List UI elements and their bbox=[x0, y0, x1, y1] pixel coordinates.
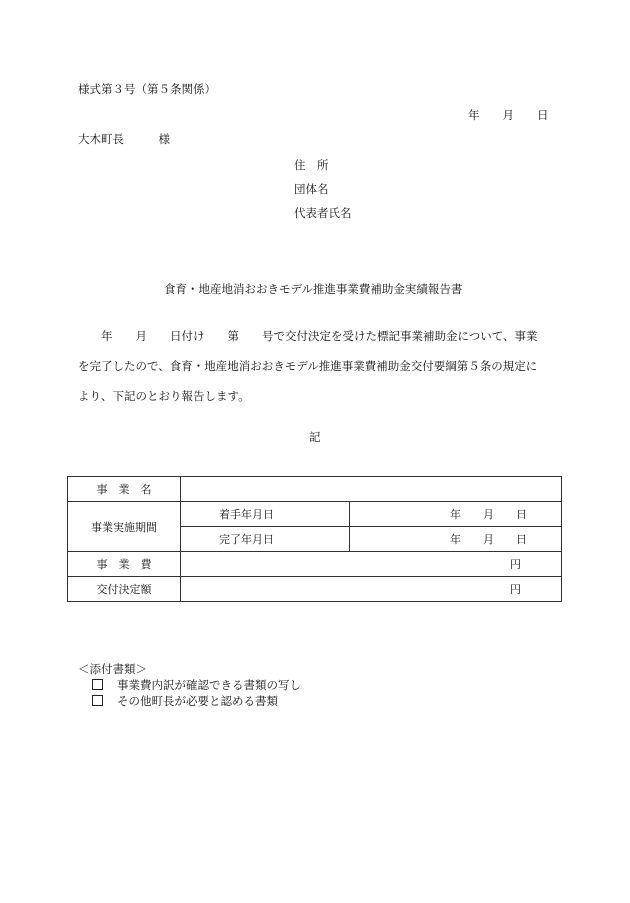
end-date-value: 年 月 日 bbox=[350, 527, 562, 552]
form-number: 様式第３号（第５条関係） bbox=[78, 82, 216, 96]
report-date: 年 月 日 bbox=[468, 108, 549, 122]
organization-label: 団体名 bbox=[294, 182, 329, 196]
start-date-label: 着手年月日 bbox=[181, 502, 350, 527]
attachment-label: その他町長が必要と認める書類 bbox=[117, 694, 278, 708]
list-item bbox=[78, 693, 301, 709]
checkbox-icon[interactable] bbox=[92, 695, 103, 706]
project-cost-value: 円 bbox=[181, 552, 562, 577]
end-date-label: 完了年月日 bbox=[181, 527, 350, 552]
report-table bbox=[67, 476, 562, 602]
project-name-label: 事 業 名 bbox=[68, 477, 181, 502]
body-paragraph bbox=[78, 321, 553, 411]
body-line-2: を完了したので、食育・地産地消おおきモデル推進事業費補助金交付要綱第５条の規定に bbox=[78, 359, 538, 373]
ki-heading: 記 bbox=[309, 430, 321, 444]
table-row bbox=[68, 502, 562, 527]
address-label: 住 所 bbox=[294, 158, 329, 172]
checkbox-icon[interactable] bbox=[92, 679, 103, 690]
project-cost-label: 事 業 費 bbox=[68, 552, 181, 577]
list-item bbox=[78, 677, 301, 693]
start-date-value: 年 月 日 bbox=[350, 502, 562, 527]
table-row bbox=[68, 577, 562, 602]
table-row bbox=[68, 477, 562, 502]
project-name-value bbox=[181, 477, 562, 502]
body-line-3: より、下記のとおり報告します。 bbox=[78, 389, 250, 403]
grant-decision-value: 円 bbox=[181, 577, 562, 602]
addressee: 大木町長 様 bbox=[78, 132, 170, 146]
table-row bbox=[68, 552, 562, 577]
grant-decision-label: 交付決定額 bbox=[68, 577, 181, 602]
attachments bbox=[78, 661, 301, 709]
representative-label: 代表者氏名 bbox=[294, 206, 352, 220]
attachment-label: 事業費内訳が確認できる書類の写し bbox=[117, 678, 301, 692]
body-line-1: 年 月 日付け 第 号で交付決定を受けた標記事業補助金について、事業 bbox=[78, 329, 538, 343]
document-title: 食育・地産地消おおきモデル推進事業費補助金実績報告書 bbox=[164, 282, 463, 296]
period-label: 事業実施期間 bbox=[68, 502, 181, 552]
attachments-heading: ＜添付書類＞ bbox=[78, 662, 147, 676]
